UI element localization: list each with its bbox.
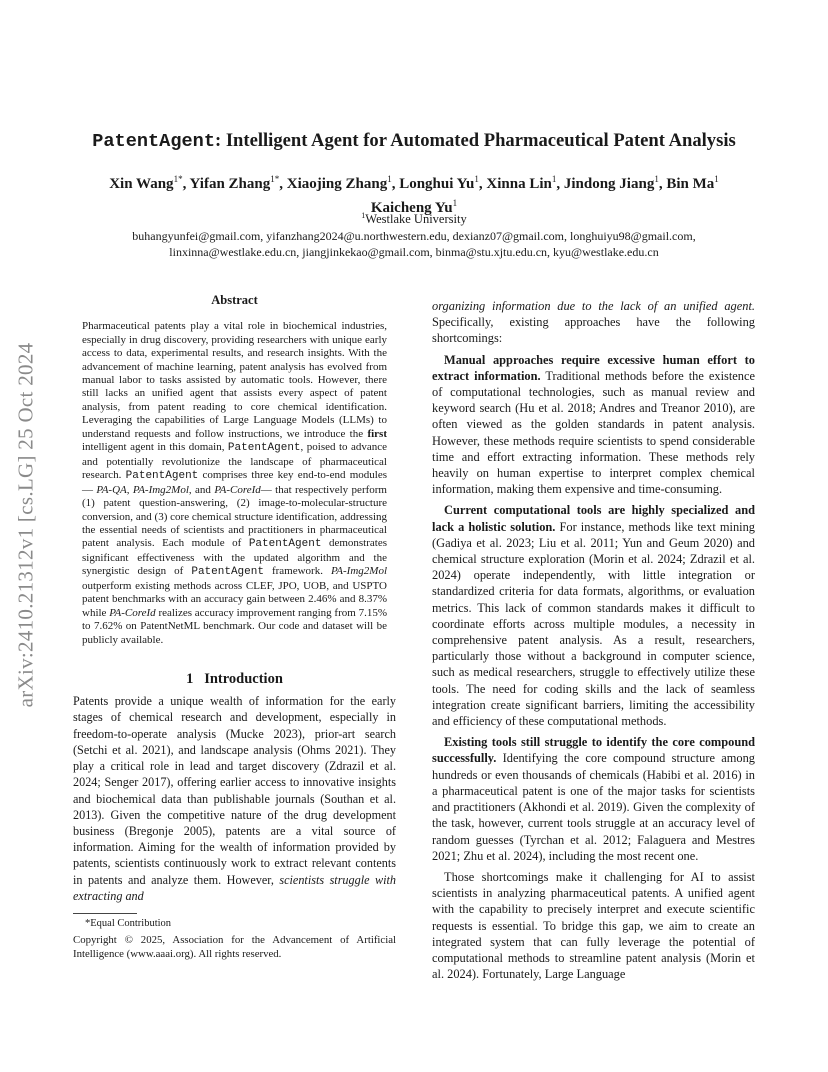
paper-title	[60, 130, 768, 152]
introduction-paragraph	[73, 693, 396, 904]
section-title: Introduction	[204, 671, 283, 688]
author-line-1: Xin Wang$^{1*}$, Yifan Zhang$^{1*}$, Xiaojing Zhang$^1$, Longhui Yu$^1$, Xinna Lin$^1$, Jindong Jiang$^1$, Bin Ma$^1$	[109, 174, 719, 192]
text-run: Pharmaceutical patents play a vital role in biochemical industries, especially in drug discovery, providing researchers with unique early access to data, experimental results, and research insights. With the advancement of machine learning, patent analysis has evolved from manual labor to tasks assisted by automatic tools. However, there still lacks an unified agent that assists every aspect of patent analysis, from patent reading to core chemical identification. Leveraging the capabilities of Large Language Models (LLMs) to understand requests and follow instructions, we introduce the	[82, 320, 387, 440]
email-line-2: linxinna@westlake.edu.cn, jiangjinkekao@gmail.com, binma@stu.xjtu.edu.cn, kyu@westlake.edu.cn	[169, 245, 659, 259]
author-name: Xin Wang	[109, 176, 174, 192]
abstract-body	[82, 320, 387, 647]
text-run: intelligent agent in this domain,	[82, 441, 228, 454]
italic-text: PA-CoreId	[109, 606, 156, 619]
left-column	[73, 292, 396, 961]
italic-text: scientists struggle with extracting and	[73, 872, 396, 903]
author-name: Kaicheng Yu	[370, 200, 453, 216]
title-system-name: PatentAgent	[92, 131, 215, 152]
text-run: Identifying the core compound structure among hundreds or even thousands of chemicals (Habibi et al. 2016) in a pharmaceutical patent is one of the major tasks for scientists and practitioners (Akhondi et al. 2019). Given the complexity of the task, however, current tools struggle at an accuracy level of random guesses (Tyrchan et al. 2012; Falaguera and Mestres 2021; Zhu et al. 2024), including the most recent one.	[432, 751, 755, 863]
section-heading-introduction	[73, 671, 396, 687]
author-affiliation-marker: 1*	[173, 174, 183, 184]
italic-text: PA-Img2Mol	[132, 483, 189, 496]
text-run: outperform existing methods across CLEF, JPO, UOB, and USPTO patent benchmarks with an accuracy gain between 2.46% and 8.37% while	[82, 579, 387, 619]
body-paragraph	[432, 298, 755, 347]
author-name: Yifan Zhang	[189, 176, 271, 192]
text-run: Specifically, existing approaches have the following shortcomings:	[432, 315, 755, 346]
author-affiliation-marker: 1	[714, 174, 719, 184]
italic-text: PA-CoreId	[214, 483, 261, 496]
text-run: For instance, methods like text mining (Gadiya et al. 2023; Liu et al. 2011; Yun and Geum 2020) and chemical structure exploration (Morin et al. 2024; Zdrazil et al. 2024) operate independently, with little integration or standardized criteria for data formats, algorithms, or evaluation metrics. This lack of common standards makes it difficult to coordinate efforts across multiple modules, a necessity in comprehensive patent analysis. As a result, researchers, particularly those without a background in computer science, such as medical researchers, struggle to effectively utilize these tools. The need for coding skills and the lack of seamless integration create significant barriers, limiting the accessibility and efficiency of these computational methods.	[432, 519, 755, 729]
author-emails	[70, 228, 758, 260]
author-affiliation-marker: 1*	[270, 174, 280, 184]
author-name: Longhui Yu	[399, 176, 475, 192]
text-run: Those shortcomings make it challenging for AI to assist scientists in analyzing pharmaceutical patents. A unified agent with the capability to precisely interpret and execute scientific requests is essential. To bridge this gap, we aim to create an integrated system that can fully leverage the potential of computational methods to streamline patent analysis (Morin et al. 2024). Fortunately, Large Language	[432, 869, 755, 982]
title-rest: : Intelligent Agent for Automated Pharmaceutical Patent Analysis	[214, 130, 736, 151]
body-paragraph	[432, 352, 755, 498]
affiliation-name: Westlake University	[365, 212, 467, 227]
right-column	[432, 298, 755, 982]
text-run: — that respectively perform (1) patent question-answering, (2) image-to-molecular-structure conversion, and (3) core chemical structure identification, addressing the essential needs of scientists and practitioners in pharmaceutical patent analysis. Each module of	[82, 483, 387, 550]
bold-text: first	[367, 427, 387, 440]
italic-text: PA-Img2Mol	[330, 565, 387, 578]
email-line-1: buhangyunfei@gmail.com, yifanzhang2024@u.northwestern.edu, dexianz07@gmail.com, longhuiyu98@gmail.com,	[132, 229, 696, 243]
system-name-mono: PatentAgent	[227, 442, 301, 455]
copyright-notice: Copyright © 2025, Association for the Advancement of Artificial Intelligence (www.aaai.org). All rights reserved.	[73, 934, 396, 960]
text-run: comprises three key end-to-end modules —	[82, 469, 387, 496]
body-paragraph	[432, 869, 755, 982]
footnote-equal-contribution: *Equal Contribution	[85, 917, 172, 929]
text-run: , poised to advance and potentially revolutionize the landscape of pharmaceutical research.	[82, 441, 387, 482]
text-run: Traditional methods before the existence of computational technologies, such as manual review and keyword search (Hu et al. 2018; Andres and Treanor 2010), are often viewed as the golden standards in patent analysis. However, these methods require scientists to spend considerable time and effort extracting information. These methods rely heavily on human expertise to interpret complex chemical information, making them expensive and time-consuming.	[432, 368, 755, 497]
bold-text: Existing tools still struggle to identify the core compound successfully.	[432, 735, 755, 766]
section-number: 1	[186, 671, 194, 688]
author-name: Xinna Lin	[486, 176, 552, 192]
affiliation-marker: 1	[361, 211, 366, 220]
italic-text: organizing information due to the lack of an unified agent.	[432, 299, 755, 313]
system-name-mono: PatentAgent	[191, 566, 264, 579]
author-affiliation-marker: 1	[474, 174, 479, 184]
author-affiliation-marker: 1	[551, 174, 557, 184]
author-affiliation-marker: 1	[387, 174, 392, 184]
text-run: framework.	[263, 565, 331, 578]
author-affiliation-marker: 1	[452, 198, 458, 208]
author-affiliation-marker: 1	[654, 174, 659, 184]
text-run: ,	[126, 483, 133, 496]
author-name: Bin Ma	[666, 176, 715, 192]
bold-text: Current computational tools are highly specialized and lack a holistic solution.	[432, 503, 755, 534]
body-paragraph	[432, 734, 755, 864]
arxiv-identifier-text: arXiv:2410.21312v1 [cs.LG] 25 Oct 2024	[13, 342, 38, 708]
bold-text: Manual approaches require excessive human effort to extract information.	[432, 352, 755, 383]
footnote-divider	[73, 913, 137, 914]
affiliation	[70, 211, 758, 227]
system-name-mono: PatentAgent	[248, 538, 322, 551]
author-name: Xiaojing Zhang	[286, 176, 388, 192]
abstract-heading: Abstract	[211, 293, 258, 307]
italic-text: PA-QA	[96, 483, 127, 496]
text-run: , and	[188, 483, 215, 496]
arxiv-identifier-stamp	[6, 290, 46, 760]
text-run: demonstrates significant effectiveness with the updated algorithm and the synergistic design of	[82, 537, 387, 578]
text-run: Patents provide a unique wealth of information for the early stages of chemical research and development, especially in freedom-to-operate analysis (Mucke 2023), prior-art search (Setchi et al. 2021), and landscape analysis (Ohms 2021). They play a critical role in lead and target discovery (Zdrazil et al. 2024; Senger 2017), offering earlier access to innovative insights and biochemical data than publishable journals (Southan et al. 2013). Given the competitive nature of the drug development business (Bregonje 2005), patents are a vital source of information. Aiming for the wealth of information provided by patents, scientists continuously work to extract relevant contents in patents and analyze them. However,	[73, 694, 396, 887]
system-name-mono: PatentAgent	[125, 470, 199, 483]
body-paragraph	[432, 502, 755, 729]
text-run: realizes accuracy improvement ranging from 7.15% to 7.62% on PatentNetML benchmark. Our code and dataset will be publicly available.	[82, 606, 387, 646]
author-name: Jindong Jiang	[563, 176, 655, 192]
